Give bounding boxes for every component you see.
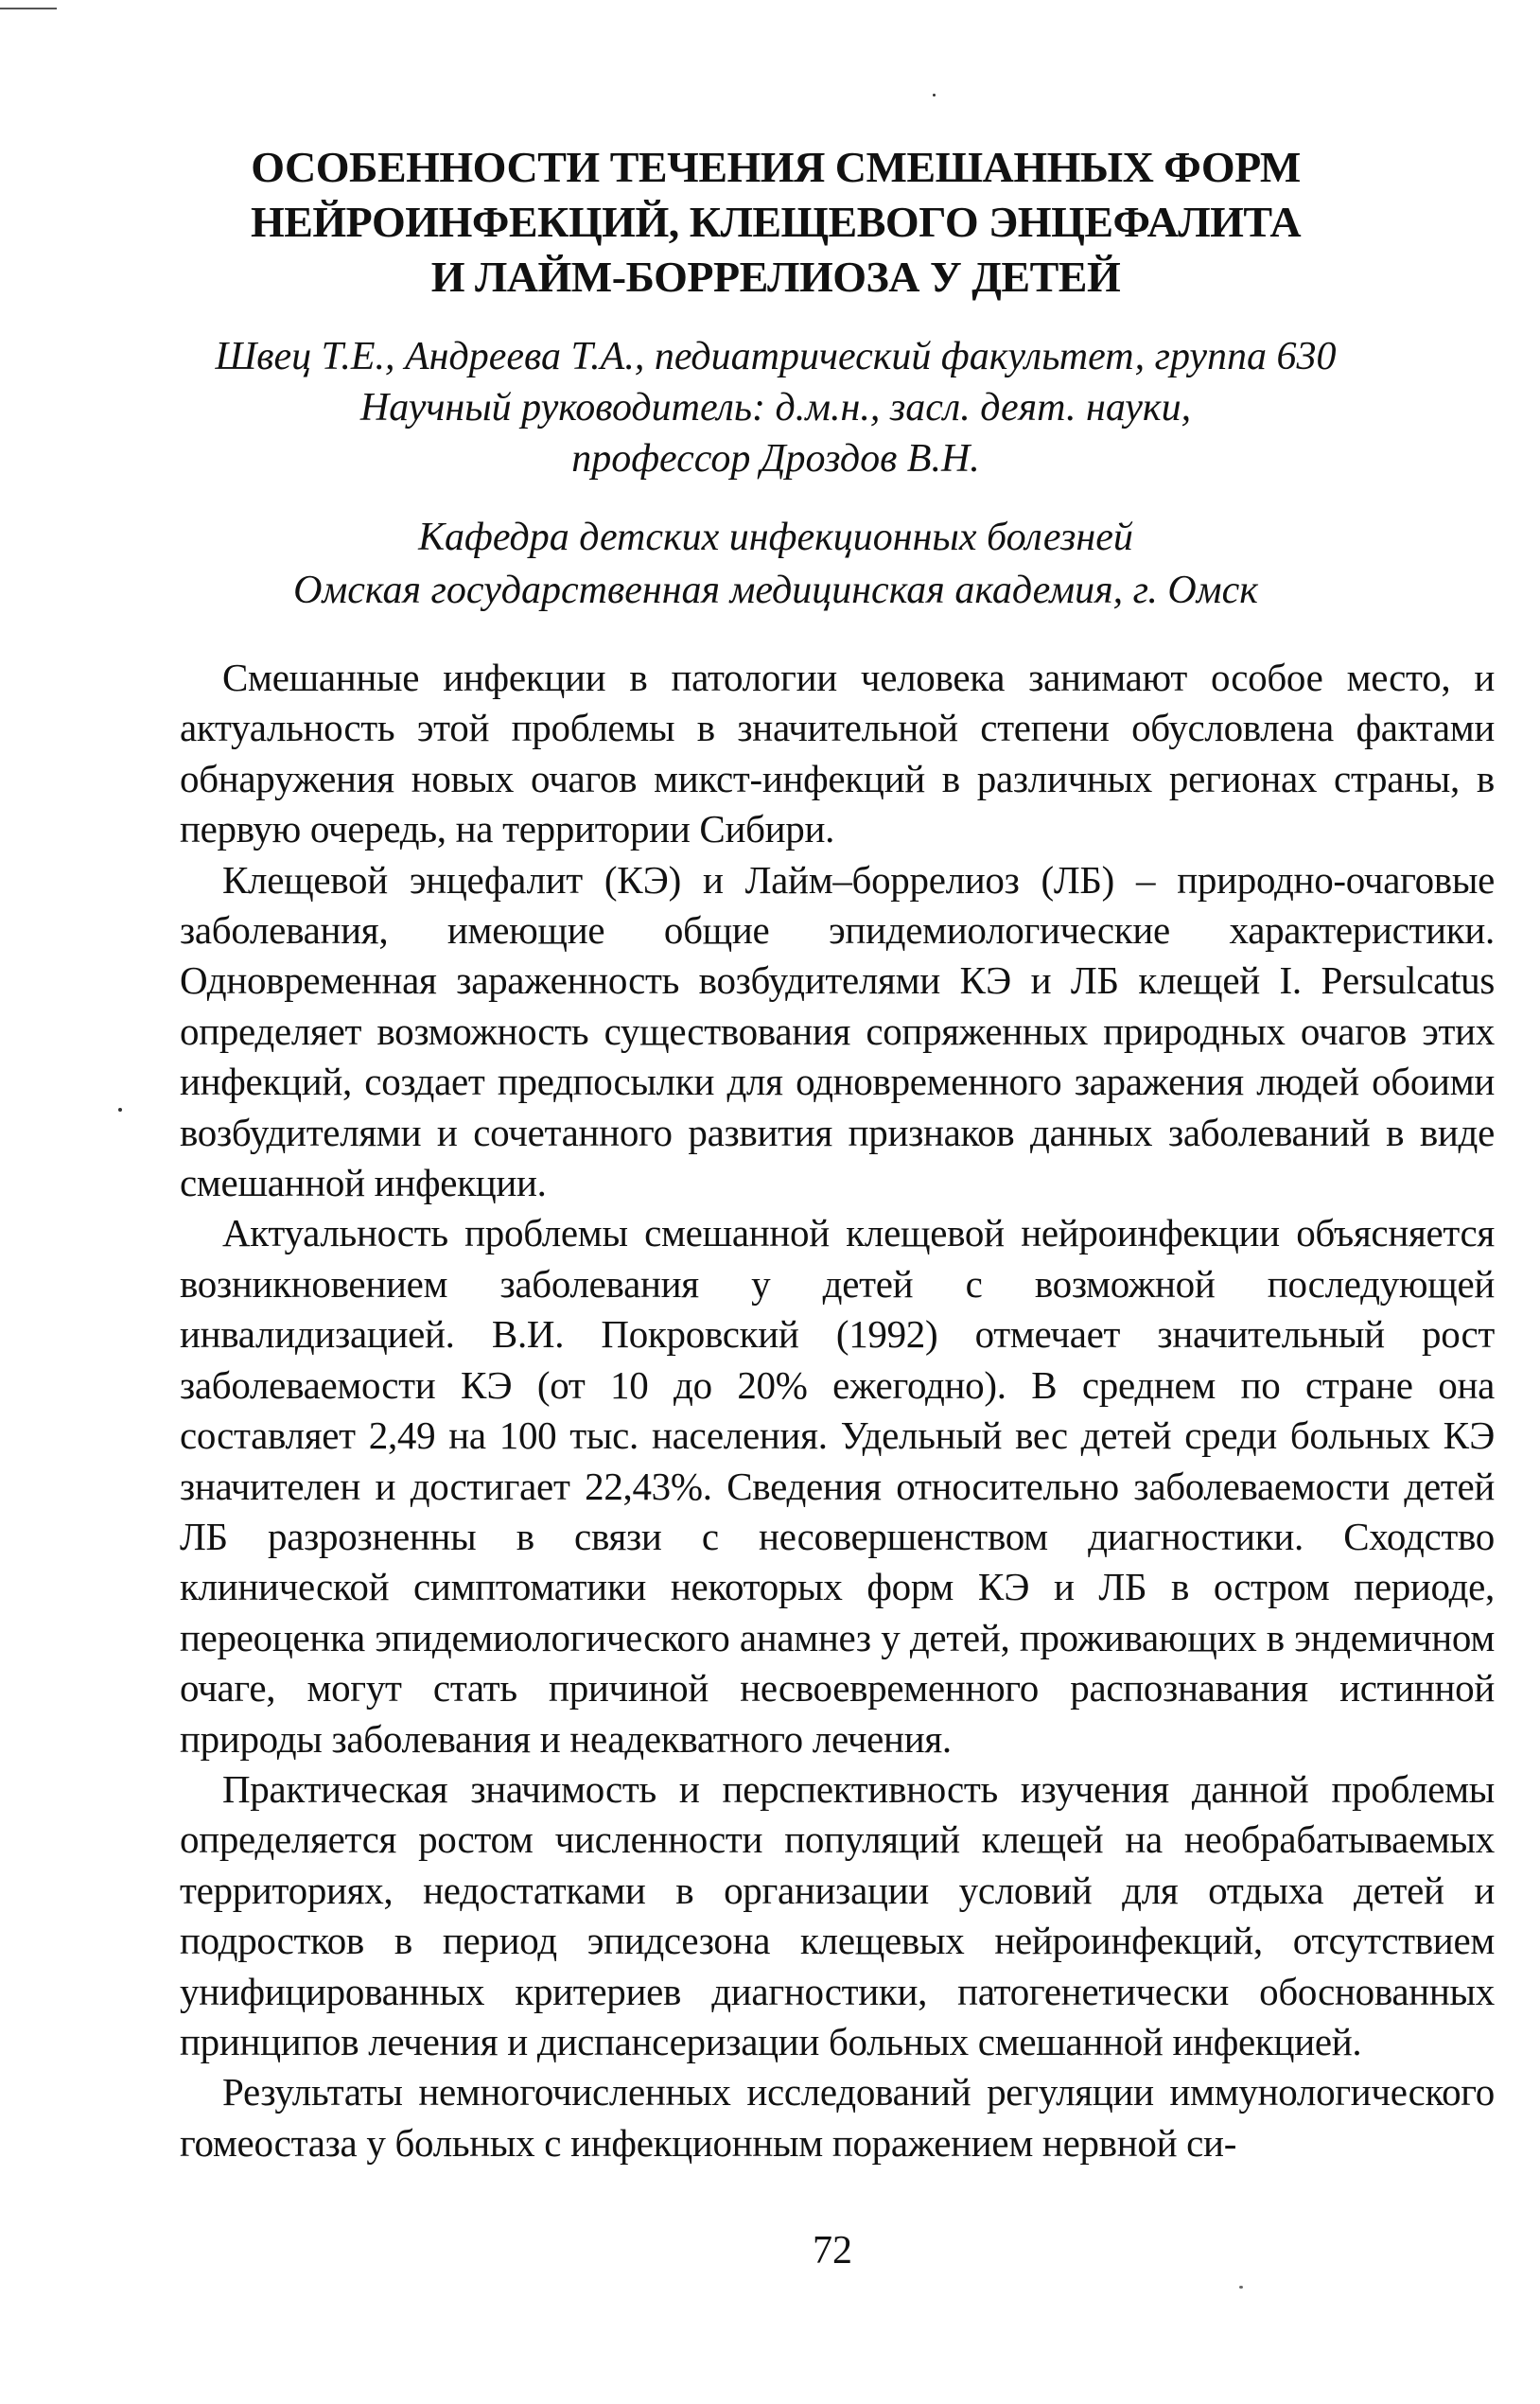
scan-speck xyxy=(1239,2286,1243,2289)
body-paragraph: Клещевой энцефалит (КЭ) и Лайм–боррелиоз (ЛБ) – природно-очаговые заболевания, имеющие общие эпидемиологические характеристики. Одновременная зараженность возбудителями КЭ и ЛБ клещей I. Persulcatus определяет возможность существования сопряженных природных очагов этих инфекций, создает предпосылки для одновременного заражения людей обоими возбудителями и сочетанного развития признаков данных заболеваний в виде смешанной инфекции. xyxy=(180,857,1495,1205)
author-block xyxy=(189,331,1362,484)
title-line: НЕЙРОИНФЕКЦИЙ, КЛЕЩЕВОГО ЭНЦЕФАЛИТА xyxy=(250,198,1302,246)
scan-speck xyxy=(118,1108,122,1112)
scan-speck xyxy=(933,94,936,97)
affiliation-line: Кафедра детских инфекционных болезней xyxy=(418,516,1133,559)
title-line: И ЛАЙМ-БОРРЕЛИОЗА У ДЕТЕЙ xyxy=(430,253,1121,301)
affiliation-block xyxy=(189,511,1362,617)
article-body xyxy=(180,653,1495,2168)
affiliation-line: Омская государственная медицинская академия, г. Омск xyxy=(293,569,1258,612)
author-line: Научный руководитель: д.м.н., засл. деят. науки, xyxy=(359,386,1192,430)
title-line: ОСОБЕННОСТИ ТЕЧЕНИЯ СМЕШАННЫХ ФОРМ xyxy=(251,143,1301,191)
author-line: Швец Т.Е., Андреева Т.А., педиатрический факультет, группа 630 xyxy=(215,335,1337,378)
author-line: профессор Дроздов В.Н. xyxy=(571,437,980,481)
body-paragraph: Результаты немногочисленных исследований регуляции иммунологического гомеостаза у больных с инфекционным поражением нервной си- xyxy=(180,2070,1495,2165)
body-paragraph: Смешанные инфекции в патологии человека занимают особое место, и актуальность этой проблемы в значительной степени обусловлена фактами обнаружения новых очагов микст-инфекций в различных регионах страны, в первую очередь, на территории Сибири. xyxy=(180,656,1495,851)
body-paragraph: Актуальность проблемы смешанной клещевой нейроинфекции объясняется возникновением заболевания у детей с возможной последующей инвалидизацией. В.И. Покровский (1992) отмечает значительный рост заболеваемости КЭ (от 10 до 20% ежегодно). В среднем по стране она составляет 2,49 на 100 тыс. населения. Удельный вес детей среди больных КЭ значителен и достигает 22,43%. Сведения относительно заболеваемости детей ЛБ разрозненны в связи с несовершенством диагностики. Сходство клинической симптоматики некоторых форм КЭ и ЛБ в остром периоде, переоценка эпидемиологического анамнез у детей, проживающих в эндемичном очаге, могут стать причиной несвоевременного распознавания истинной природы заболевания и неадекватного лечения. xyxy=(180,1211,1495,1761)
page-number: 72 xyxy=(813,2229,852,2272)
article-title xyxy=(236,140,1315,305)
scan-edge-mark xyxy=(0,8,57,9)
body-paragraph: Практическая значимость и перспективность изучения данной проблемы определяется ростом численности популяций клещей на необрабатываемых территориях, недостатками в организации условий для отдыха детей и подростков в период эпидсезона клещевых нейроинфекций, отсутствием унифицированных критериев диагностики, патогенетически обоснованных принципов лечения и диспансеризации больных смешанной инфекцией. xyxy=(180,1766,1495,2063)
